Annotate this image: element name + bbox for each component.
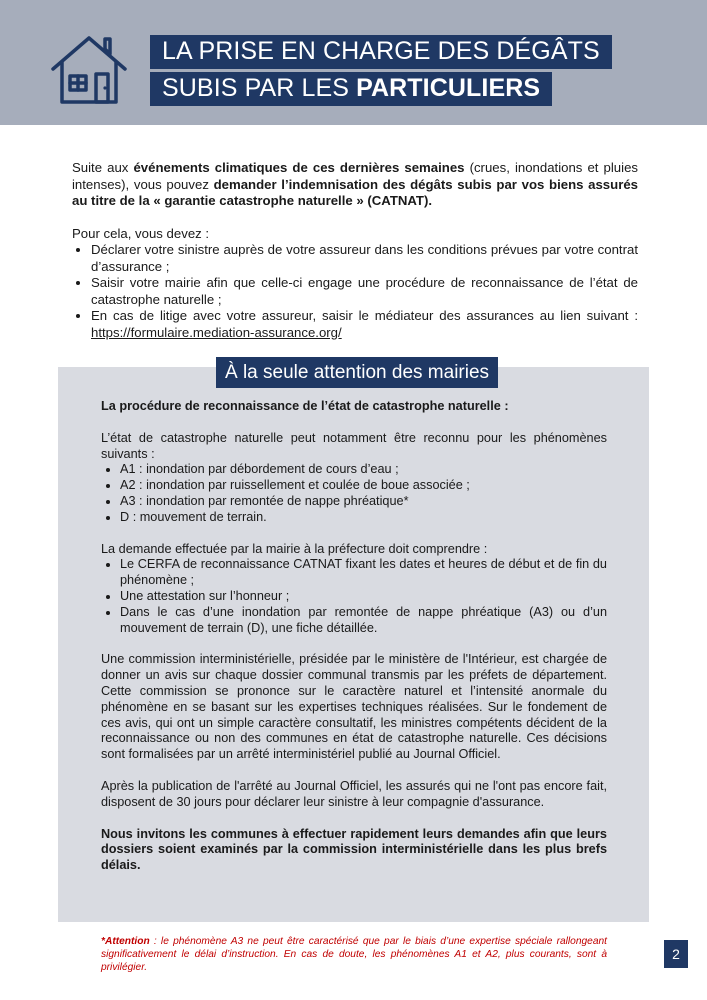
list-item: • D : mouvement de terrain.: [120, 510, 607, 526]
intro-paragraph: Suite aux événements climatiques de ces dernières semaines (crues, inondations et pluies intenses), vous pouvez demander l’indemnisation des dégâts subis par vos biens assurés au titre de la « garantie catastrophe naturelle » (CATNAT).: [72, 160, 638, 208]
mediation-link[interactable]: https://formulaire.mediation-assurance.org/: [91, 324, 342, 340]
commission-paragraph: Une commission interministérielle, présidée par le ministère de l'Intérieur, est chargée de donner un avis sur chaque dossier communal transmis par les préfets de département. Cette commission se prononce sur le caractère naturel et l’intensité anormale du phénomène en se basant sur les expertises techniques réalisées. Sur le fondement de ces avis, qui ont un simple caractère consultatif, les ministres compétents décident de la reconnaissance ou non des communes en état de catastrophe naturelle. Ces décisions sont formalisées par un arrêté interministériel publié au Journal Officiel.: [101, 652, 607, 762]
list-item: • Le CERFA de reconnaissance CATNAT fixant les dates et heures de début et de fin du phénomène ;: [120, 557, 607, 589]
list-item: • Saisir votre mairie afin que celle-ci engage une procédure de reconnaissance de l’état de catastrophe naturelle ;: [91, 275, 638, 308]
page-title-line2: SUBIS PAR LES PARTICULIERS: [150, 72, 552, 106]
header-band: [0, 0, 707, 125]
attention-footnote: *Attention : le phénomène A3 ne peut être caractérisé que par le biais d’une expertise spéciale rallongeant significativement le délai d’instruction. En cas de doute, les phénomènes A1 et A2, plus courants, sont à privilégier.: [101, 936, 607, 973]
steps-list: [72, 242, 638, 341]
house-icon: [50, 34, 128, 106]
list-item: • A2 : inondation par ruissellement et coulée de boue associée ;: [120, 478, 607, 494]
page-number: 2: [664, 940, 688, 968]
invitation-paragraph: Nous invitons les communes à effectuer rapidement leurs demandes afin que leurs dossiers soient examinés par la commission interministérielle dans les plus brefs délais.: [101, 826, 607, 873]
intro-steps-lead: Pour cela, vous devez :: [72, 225, 210, 241]
demande-intro: La demande effectuée par la mairie à la préfecture doit comprendre :: [101, 541, 488, 556]
intro-section: [72, 160, 638, 341]
list-item: • En cas de litige avec votre assureur, saisir le médiateur des assurances au lien suivant : https://formulaire.mediation-assurance.org/: [91, 308, 638, 341]
mairies-box-title: À la seule attention des mairies: [216, 357, 498, 388]
list-item: • A3 : inondation par remontée de nappe phréatique*: [120, 494, 607, 510]
list-item: • Dans le cas d’une inondation par remontée de nappe phréatique (A3) ou d’un mouvement de terrain (D), une fiche détaillée.: [120, 605, 607, 637]
phenomenes-intro: L’état de catastrophe naturelle peut notamment être reconnu pour les phénomènes suivants :: [101, 430, 607, 461]
list-item: • Une attestation sur l’honneur ;: [120, 589, 607, 605]
list-item: • A1 : inondation par débordement de cours d’eau ;: [120, 462, 607, 478]
mairies-content: [101, 399, 607, 874]
page-title-line1: LA PRISE EN CHARGE DES DÉGÂTS: [150, 35, 612, 69]
procedure-heading: La procédure de reconnaissance de l’état de catastrophe naturelle :: [101, 399, 509, 413]
phenomenes-list: [101, 462, 607, 525]
journal-officiel-paragraph: Après la publication de l'arrêté au Journal Officiel, les assurés qui ne l'ont pas encore fait, disposent de 30 jours pour déclarer leur sinistre à leur compagnie d'assurance.: [101, 778, 607, 809]
demande-list: [101, 557, 607, 636]
list-item: • Déclarer votre sinistre auprès de votre assureur dans les conditions prévues par votre contrat d’assurance ;: [91, 242, 638, 275]
